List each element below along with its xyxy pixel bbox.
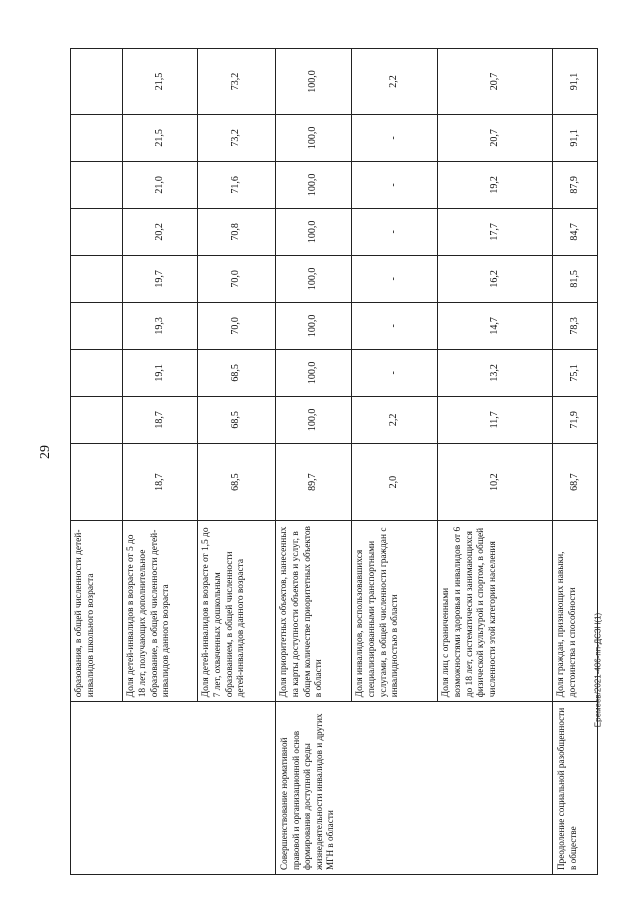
value-cell: 100,0 [276,49,352,115]
value-cell [71,396,123,443]
value-cell: - [352,208,438,255]
value-cell: 73,2 [198,114,276,161]
goal-cell: Совершенствование нормативной правовой и организационной основ формирования доступной среды жизнедеятельности инвалидов и других МГН в области [276,702,553,875]
value-cell: 19,2 [438,161,553,208]
indicator-cell: Доля граждан, признающих навыки, достоинства и способности [553,521,598,702]
value-cell: 68,5 [198,443,276,521]
value-cell: 21,0 [123,161,198,208]
value-cell [71,114,123,161]
value-cell: - [352,114,438,161]
value-cell: 100,0 [276,349,352,396]
value-cell: 91,1 [553,114,598,161]
value-cell: 100,0 [276,161,352,208]
indicator-cell: Доля лиц с ограниченными возможностями здоровья и инвалидов от 6 до 18 лет, систематически занимающихся физической культурой и спортом, в общей численности этой категории населения [438,521,553,702]
value-cell: 71,6 [198,161,276,208]
value-cell: 81,5 [553,255,598,302]
value-cell: 19,1 [123,349,198,396]
value-cell: 18,7 [123,396,198,443]
value-cell: 71,9 [553,396,598,443]
value-cell: 75,1 [553,349,598,396]
value-cell: 2,2 [352,49,438,115]
value-cell: 18,7 [123,443,198,521]
value-cell: 2,0 [352,443,438,521]
indicator-cell: Доля приоритетных объектов, нанесенных на карты доступности объектов и услуг, в общем количестве приоритетных объектов в области [276,521,352,702]
value-cell: - [352,161,438,208]
value-cell: - [352,302,438,349]
value-cell: 2,2 [352,396,438,443]
value-cell [71,443,123,521]
goal-cell-empty [71,702,276,875]
value-cell: 100,0 [276,208,352,255]
value-cell: 21,5 [123,49,198,115]
value-cell: 68,5 [198,396,276,443]
page-number: 29 [38,445,53,459]
rotated-table-container [70,48,597,875]
goal-cell: Преодоление социальной разобщенности в обществе [553,702,598,875]
value-cell: 87,9 [553,161,598,208]
value-cell: 10,2 [438,443,553,521]
value-cell: 16,2 [438,255,553,302]
value-cell: 70,8 [198,208,276,255]
value-cell: 20,7 [438,114,553,161]
value-cell: 89,7 [276,443,352,521]
indicator-cell: Доля детей-инвалидов в возрасте от 1,5 до 7 лет, охваченных дошкольным образованием, в общей численности детей-инвалидов данного возраста [198,521,276,702]
value-cell: 68,7 [553,443,598,521]
indicator-cell: Доля детей-инвалидов в возрасте от 5 до 18 лет, получающих дополнительное образование, в общей численности детей-инвалидов данного возраста [123,521,198,702]
value-cell: 21,5 [123,114,198,161]
value-cell: 100,0 [276,114,352,161]
value-cell: 73,2 [198,49,276,115]
indicators-table [70,48,598,875]
document-id: Еремеев/2021-486-пп-ДСЗН(1) [593,612,603,728]
indicator-cell: Доля инвалидов, воспользовавшихся специализированными транспортными услугами, в общей численности граждан с инвалидностью в области [352,521,438,702]
table-row [276,49,352,875]
value-cell: 70,0 [198,255,276,302]
value-cell: 100,0 [276,255,352,302]
indicator-cell: образования, в общей численности детей-инвалидов школьного возраста [71,521,123,702]
value-cell: 20,2 [123,208,198,255]
value-cell: 19,3 [123,302,198,349]
value-cell [71,349,123,396]
value-cell [71,255,123,302]
table-row [71,49,123,875]
value-cell [71,302,123,349]
value-cell: 91,1 [553,49,598,115]
value-cell: 84,7 [553,208,598,255]
value-cell [71,208,123,255]
value-cell: 100,0 [276,396,352,443]
value-cell: 100,0 [276,302,352,349]
value-cell: 78,3 [553,302,598,349]
value-cell [71,161,123,208]
value-cell: 17,7 [438,208,553,255]
value-cell: 19,7 [123,255,198,302]
value-cell: 13,2 [438,349,553,396]
value-cell: 14,7 [438,302,553,349]
value-cell: 68,5 [198,349,276,396]
value-cell: 20,7 [438,49,553,115]
value-cell: 11,7 [438,396,553,443]
value-cell [71,49,123,115]
value-cell: - [352,255,438,302]
value-cell: 70,0 [198,302,276,349]
table-row [553,49,598,875]
value-cell: - [352,349,438,396]
